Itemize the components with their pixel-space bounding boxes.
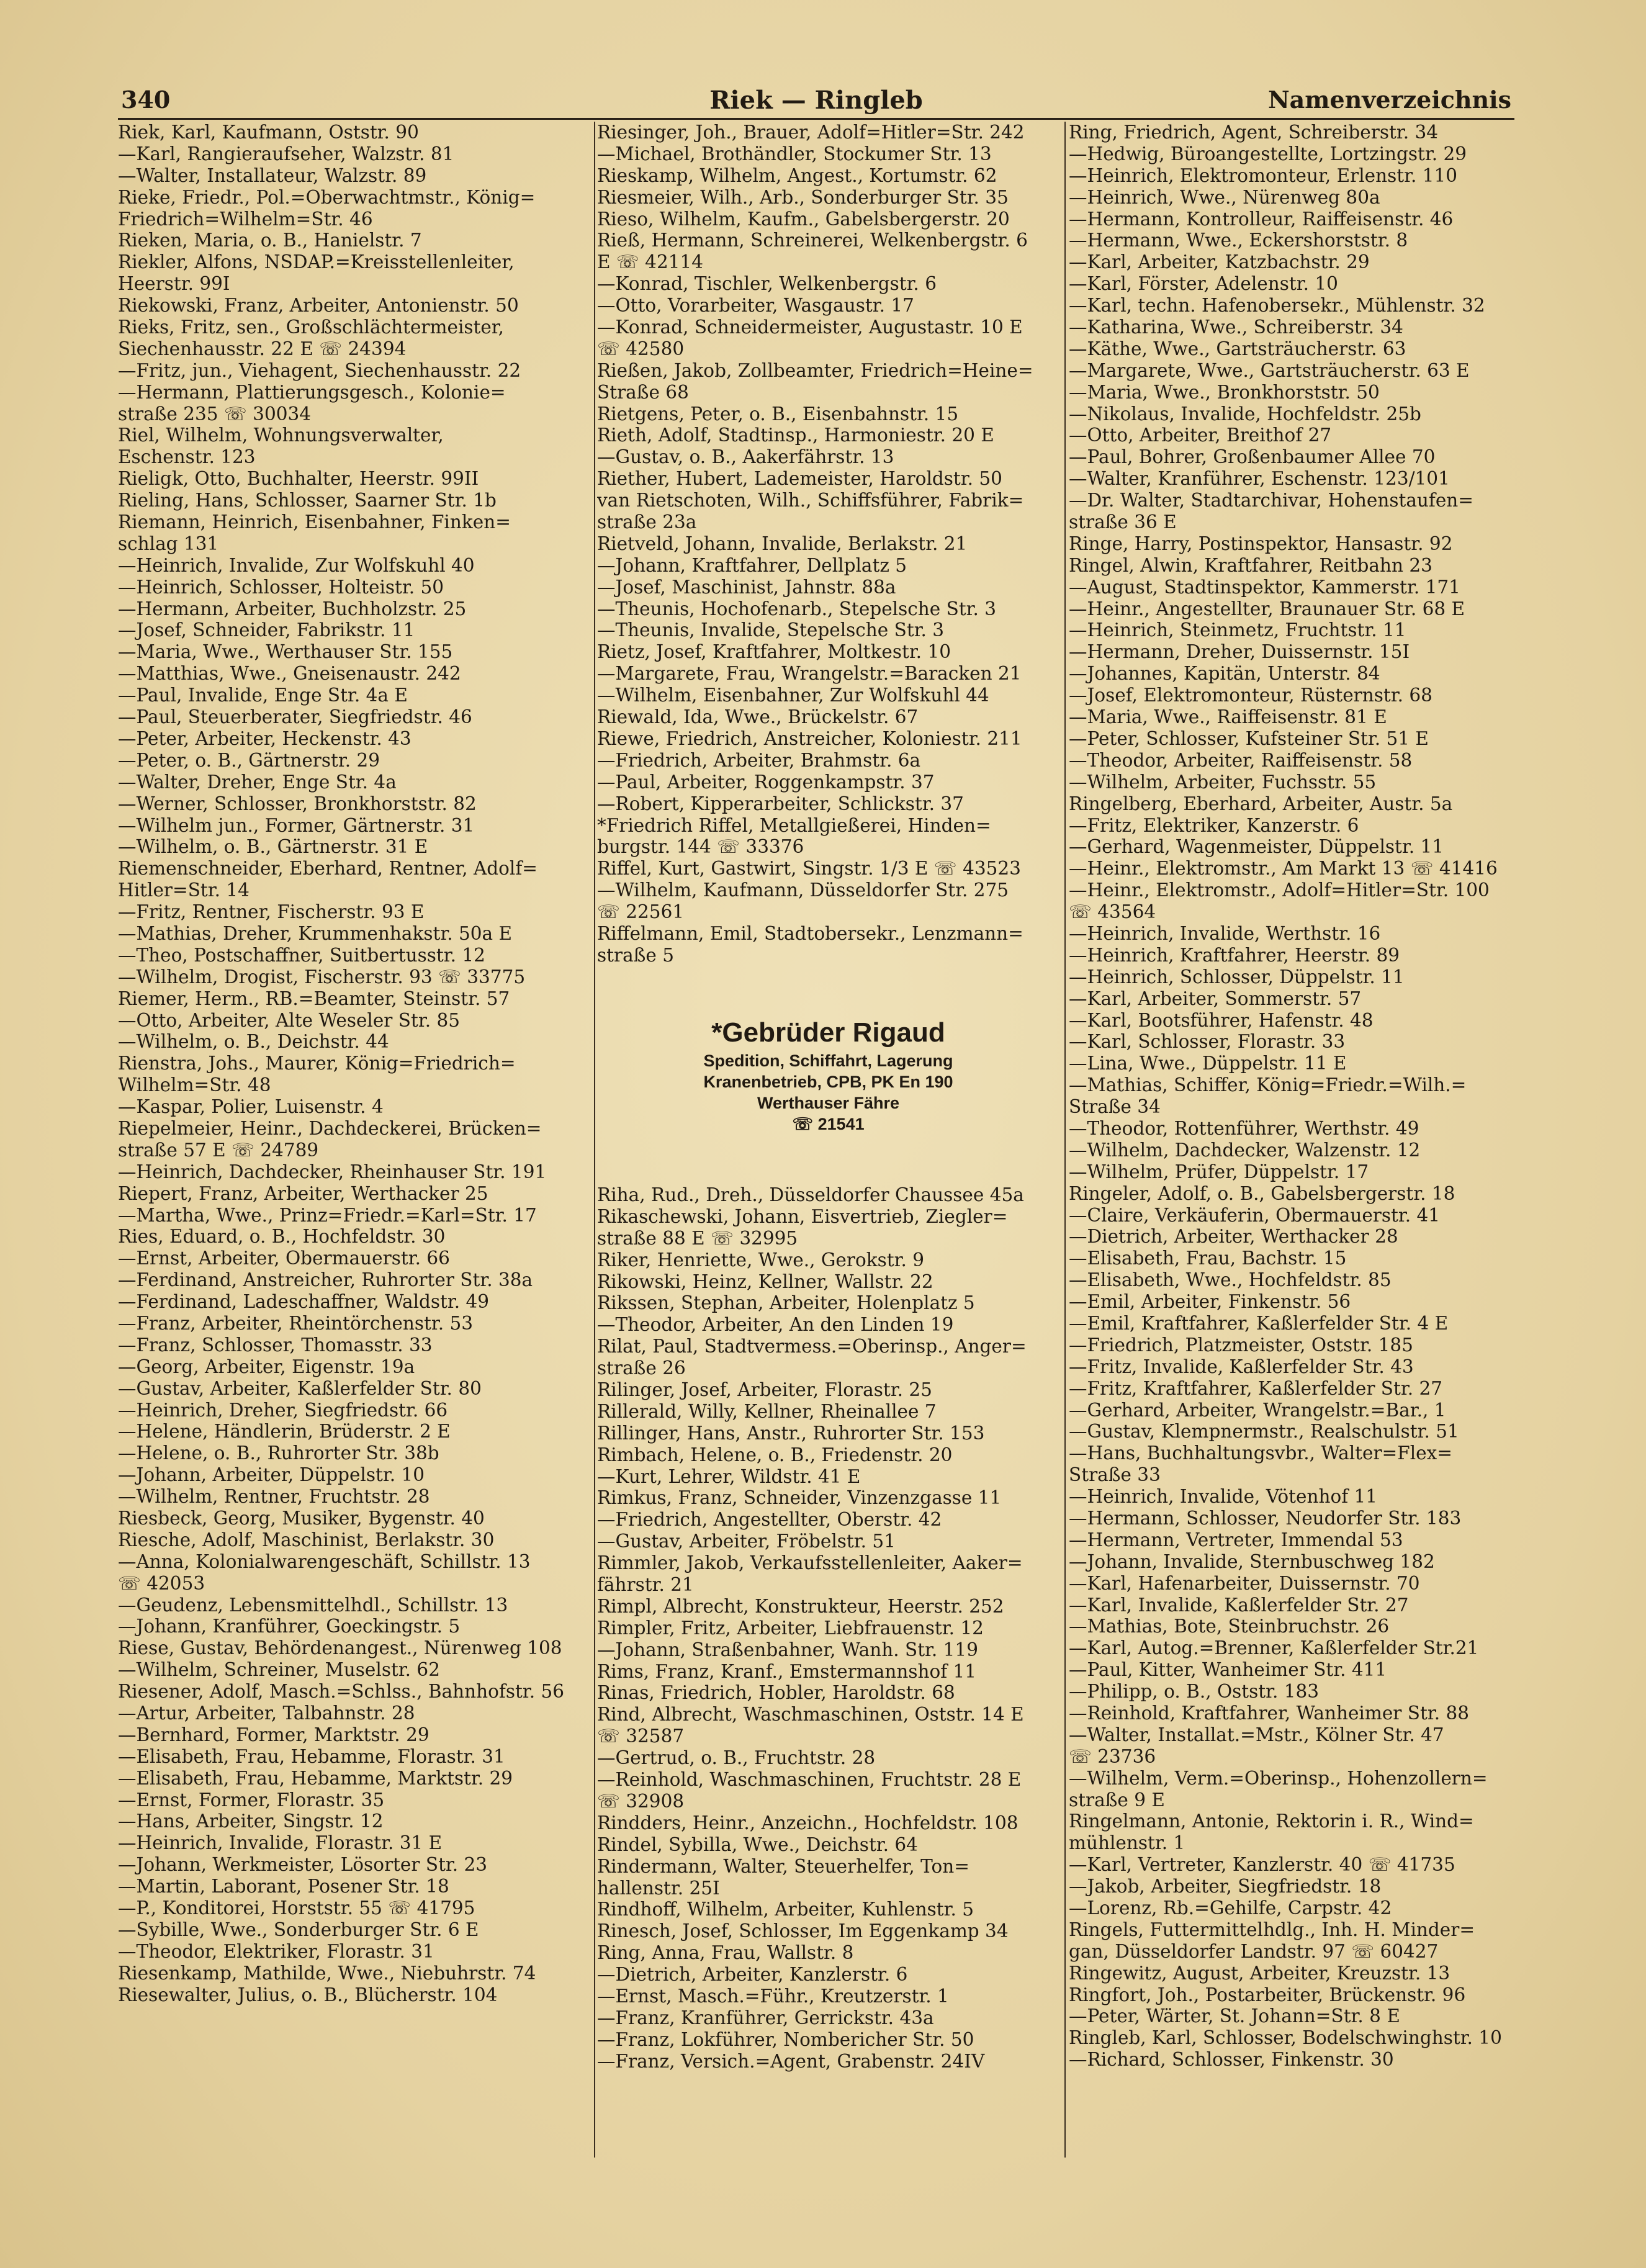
directory-entry: Rietveld, Johann, Invalide, Berlakstr. 21	[597, 533, 968, 554]
directory-entry: —Karl, Vertreter, Kanzlerstr. 40 ☏ 41735	[1069, 1854, 1455, 1876]
directory-entry: Hitler=Str. 14	[118, 880, 250, 901]
directory-entry: —Katharina, Wwe., Schreiberstr. 34	[1069, 317, 1403, 338]
directory-entry: —Paul, Invalide, Enge Str. 4a E	[118, 685, 408, 706]
directory-entry: ☏ 32908	[597, 1790, 685, 1812]
directory-entry: Riesewalter, Julius, o. B., Blücherstr. 104	[118, 1984, 498, 2005]
directory-entry: —Margarete, Frau, Wrangelstr.=Baracken 21	[597, 663, 1022, 685]
directory-entry: —Fritz, Elektriker, Kanzerstr. 6	[1069, 814, 1359, 836]
directory-entry: —Walter, Installat.=Mstr., Kölner Str. 47	[1069, 1724, 1444, 1745]
directory-entry: —Anna, Kolonialwarengeschäft, Schillstr. 13	[118, 1550, 531, 1572]
directory-entry: —Wilhelm, Kaufmann, Düsseldorfer Str. 275	[597, 880, 1009, 901]
directory-entry: —Bernhard, Former, Marktstr. 29	[118, 1724, 429, 1745]
directory-entry: —Paul, Kitter, Wanheimer Str. 411	[1069, 1659, 1387, 1681]
directory-entry: Ring, Friedrich, Agent, Schreiberstr. 34	[1069, 122, 1439, 143]
directory-entry: —Gustav, Klempnermstr., Realschulstr. 51	[1069, 1421, 1459, 1442]
directory-entry: ☏ 32587	[597, 1726, 685, 1747]
directory-entry: —Gustav, Arbeiter, Fröbelstr. 51	[597, 1531, 896, 1552]
directory-entry: Riewald, Ida, Wwe., Brückelstr. 67	[597, 706, 919, 728]
directory-entry: —Karl, Hafenarbeiter, Duissernstr. 70	[1069, 1572, 1420, 1594]
directory-entry: ☏ 42053	[118, 1572, 205, 1594]
directory-entry: —Paul, Bohrer, Großenbaumer Allee 70	[1069, 446, 1436, 468]
ad-line: Werthauser Fähre	[757, 1094, 900, 1112]
ad-line: Kranenbetrieb, CPB, PK En 190	[703, 1073, 953, 1091]
directory-entry: straße 9 E	[1069, 1789, 1165, 1811]
directory-entry: Riffel, Kurt, Gastwirt, Singstr. 1/3 E ☏ 43523	[597, 858, 1021, 880]
directory-entry: straße 23a	[597, 511, 697, 533]
directory-entry: Rikowski, Heinz, Kellner, Wallstr. 22	[597, 1271, 933, 1292]
directory-entry: —Ferdinand, Anstreicher, Ruhrorter Str. 38a	[118, 1269, 533, 1291]
directory-entry: —Gerhard, Wagenmeister, Düppelstr. 11	[1069, 836, 1444, 858]
directory-entry: —Franz, Versich.=Agent, Grabenstr. 24IV	[597, 2050, 985, 2072]
directory-entry: Rieks, Fritz, sen., Großschlächtermeister,	[118, 317, 505, 338]
directory-entry: —Dietrich, Arbeiter, Kanzlerstr. 6	[597, 1964, 908, 1986]
directory-entry: —Johann, Arbeiter, Düppelstr. 10	[118, 1464, 425, 1486]
directory-entry: —Theunis, Hochofenarb., Stepelsche Str. 3	[597, 598, 997, 619]
directory-entry: Rießen, Jakob, Zollbeamter, Friedrich=Heine=	[597, 359, 1033, 381]
directory-entry: —Elisabeth, Frau, Hebamme, Florastr. 31	[118, 1745, 505, 1767]
directory-entry: straße 235 ☏ 30034	[118, 403, 312, 425]
page-header	[121, 86, 1511, 118]
directory-entry: Rimpler, Fritz, Arbeiter, Liebfrauenstr. 12	[597, 1617, 984, 1639]
directory-entry: —Theodor, Elektriker, Florastr. 31	[118, 1940, 434, 1962]
directory-entry: —Hermann, Dreher, Duissernstr. 15I	[1069, 641, 1410, 663]
page-title: Riek — Ringleb	[709, 86, 923, 115]
directory-entry: Rillerald, Willy, Kellner, Rheinallee 7	[597, 1400, 937, 1422]
directory-entry: ☏ 43564	[1069, 901, 1156, 923]
directory-entry: —Heinr., Angestellter, Braunauer Str. 68 E	[1069, 598, 1465, 619]
directory-entry: —Hermann, Vertreter, Immendal 53	[1069, 1529, 1403, 1550]
directory-entry: —August, Stadtinspektor, Kammerstr. 171	[1069, 576, 1460, 598]
directory-entry: Rieso, Wilhelm, Kaufm., Gabelsbergerstr. 20	[597, 208, 1010, 230]
directory-entry: —Peter, Wärter, St. Johann=Str. 8 E	[1069, 2005, 1400, 2027]
directory-entry: —Heinr., Elektromstr., Adolf=Hitler=Str. 100	[1069, 880, 1490, 901]
directory-entry: Rinas, Friedrich, Hobler, Haroldstr. 68	[597, 1682, 955, 1704]
directory-entry: —Jakob, Arbeiter, Siegfriedstr. 18	[1069, 1876, 1382, 1897]
directory-entry: Rind, Albrecht, Waschmaschinen, Oststr. 14 E	[597, 1704, 1024, 1726]
directory-entry: —Richard, Schlosser, Finkenstr. 30	[1069, 2049, 1394, 2071]
directory-entry: Riesinger, Joh., Brauer, Adolf=Hitler=Str. 242	[597, 122, 1025, 143]
directory-entry: van Rietschoten, Wilh., Schiffsführer, Fabrik=	[597, 490, 1024, 511]
directory-entry: Riha, Rud., Dreh., Düsseldorfer Chaussee 45a	[597, 1184, 1024, 1205]
directory-entry: —Johann, Kraftfahrer, Dellplatz 5	[597, 554, 907, 576]
ad-phone: ☏ 21541	[792, 1115, 865, 1133]
directory-entry: Rinesch, Josef, Schlosser, Im Eggenkamp 34	[597, 1920, 1009, 1942]
column-2-top	[597, 122, 1059, 966]
directory-entry: straße 57 E ☏ 24789	[118, 1139, 319, 1161]
directory-entry: —Friedrich, Arbeiter, Brahmstr. 6a	[597, 749, 921, 771]
directory-entry: Rieß, Hermann, Schreinerei, Welkenbergstr. 6	[597, 230, 1028, 251]
directory-entry: —Lina, Wwe., Düppelstr. 11 E	[1069, 1053, 1347, 1074]
directory-entry: —Josef, Maschinist, Jahnstr. 88a	[597, 576, 896, 598]
directory-entry: Riesener, Adolf, Masch.=Schlss., Bahnhofstr. 56	[118, 1681, 564, 1703]
directory-entry: —Theunis, Invalide, Stepelsche Str. 3	[597, 619, 945, 641]
directory-entry: —Friedrich, Angestellter, Oberstr. 42	[597, 1509, 942, 1531]
directory-entry: —Mathias, Bote, Steinbruchstr. 26	[1069, 1616, 1390, 1637]
directory-entry: —Ferdinand, Ladeschaffner, Waldstr. 49	[118, 1291, 490, 1313]
directory-entry: —Emil, Kraftfahrer, Kaßlerfelder Str. 4 E	[1069, 1312, 1449, 1334]
directory-entry: —Johannes, Kapitän, Unterstr. 84	[1069, 663, 1380, 685]
directory-entry: —Karl, Arbeiter, Katzbachstr. 29	[1069, 251, 1370, 273]
directory-entry: —Heinr., Elektromstr., Am Markt 13 ☏ 41416	[1069, 858, 1498, 880]
directory-entry: —Fritz, Invalide, Kaßlerfelder Str. 43	[1069, 1356, 1414, 1377]
directory-entry: —Fritz, jun., Viehagent, Siechenhausstr. 22	[118, 359, 521, 381]
directory-entry: —Walter, Dreher, Enge Str. 4a	[118, 771, 397, 793]
directory-entry: Friedrich=Wilhelm=Str. 46	[118, 208, 373, 230]
directory-entry: Ringelberg, Eberhard, Arbeiter, Austr. 5a	[1069, 793, 1453, 814]
directory-entry: —Martin, Laborant, Posener Str. 18	[118, 1876, 449, 1897]
directory-entry: —Nikolaus, Invalide, Hochfeldstr. 25b	[1069, 403, 1421, 425]
directory-entry: —Heinrich, Kraftfahrer, Heerstr. 89	[1069, 944, 1400, 966]
directory-entry: —Hans, Arbeiter, Singstr. 12	[118, 1811, 384, 1832]
directory-entry: —Fritz, Rentner, Fischerstr. 93 E	[118, 901, 425, 923]
directory-entry: —Wilhelm, Prüfer, Düppelstr. 17	[1069, 1161, 1369, 1182]
directory-entry: straße 26	[597, 1357, 686, 1379]
directory-entry: Riffelmann, Emil, Stadtobersekr., Lenzmann=	[597, 922, 1023, 944]
directory-entry: —Otto, Vorarbeiter, Wasgaustr. 17	[597, 295, 914, 317]
directory-entry: —Lorenz, Rb.=Gehilfe, Carpstr. 42	[1069, 1897, 1392, 1919]
directory-entry: Rikaschewski, Johann, Eisvertrieb, Ziegler=	[597, 1205, 1008, 1227]
directory-entry: mühlenstr. 1	[1069, 1832, 1185, 1854]
directory-entry: —Fritz, Kraftfahrer, Kaßlerfelder Str. 27	[1069, 1377, 1443, 1399]
directory-entry: —Artur, Arbeiter, Talbahnstr. 28	[118, 1703, 415, 1724]
column-2-bottom	[597, 1184, 1059, 2072]
directory-entry: —Wilhelm, o. B., Gärtnerstr. 31 E	[118, 836, 428, 858]
directory-entry: —Philipp, o. B., Oststr. 183	[1069, 1681, 1320, 1703]
directory-entry: —Johann, Werkmeister, Lösorter Str. 23	[118, 1854, 488, 1876]
directory-entry: —Wilhelm, Arbeiter, Fuchsstr. 55	[1069, 771, 1377, 793]
directory-entry: —Josef, Elektromonteur, Rüsternstr. 68	[1069, 685, 1432, 706]
directory-entry: —Maria, Wwe., Bronkhorststr. 50	[1069, 381, 1380, 403]
directory-entry: Rilinger, Josef, Arbeiter, Florastr. 25	[597, 1379, 932, 1401]
directory-entry: —Heinrich, Invalide, Vötenhof 11	[1069, 1486, 1378, 1508]
directory-entry: —Michael, Brothändler, Stockumer Str. 13	[597, 143, 992, 164]
directory-entry: —Helene, o. B., Ruhrorter Str. 38b	[118, 1442, 439, 1464]
directory-entry: —Wilhelm, Dachdecker, Walzenstr. 12	[1069, 1139, 1421, 1161]
directory-entry: Ringeler, Adolf, o. B., Gabelsbergerstr. 18	[1069, 1182, 1455, 1204]
directory-entry: Riel, Wilhelm, Wohnungsverwalter,	[118, 425, 444, 446]
directory-entry: —Karl, Autog.=Brenner, Kaßlerfelder Str.21	[1069, 1637, 1479, 1659]
directory-entry: —Karl, techn. Hafenobersekr., Mühlenstr. 32	[1069, 295, 1485, 317]
directory-entry: —Johann, Invalide, Sternbuschweg 182	[1069, 1550, 1435, 1572]
directory-entry: —Theodor, Arbeiter, Raiffeisenstr. 58	[1069, 749, 1413, 771]
directory-entry: —Wilhelm, Eisenbahner, Zur Wolfskuhl 44	[597, 685, 989, 706]
directory-entry: —Karl, Invalide, Kaßlerfelder Str. 27	[1069, 1594, 1409, 1616]
directory-entry: —P., Konditorei, Horststr. 55 ☏ 41795	[118, 1897, 475, 1919]
directory-entry: —Reinhold, Kraftfahrer, Wanheimer Str. 88	[1069, 1703, 1469, 1724]
column-1	[118, 122, 596, 2005]
directory-entry: Rietgens, Peter, o. B., Eisenbahnstr. 15	[597, 403, 959, 425]
directory-entry: —Wilhelm, o. B., Deichstr. 44	[118, 1031, 389, 1053]
directory-entry: fährstr. 21	[597, 1574, 694, 1596]
directory-entry: —Peter, o. B., Gärtnerstr. 29	[118, 749, 380, 771]
directory-entry: —Kurt, Lehrer, Wildstr. 41 E	[597, 1465, 861, 1487]
directory-entry: —Paul, Steuerberater, Siegfriedstr. 46	[118, 706, 472, 728]
directory-entry: Ringels, Futtermittelhdlg., Inh. H. Minder=	[1069, 1919, 1475, 1940]
directory-entry: —Matthias, Wwe., Gneisenaustr. 242	[118, 663, 461, 685]
directory-entry: —Peter, Arbeiter, Heckenstr. 43	[118, 727, 412, 749]
directory-entry: straße 88 E ☏ 32995	[597, 1227, 798, 1249]
directory-entry: —Martha, Wwe., Prinz=Friedr.=Karl=Str. 17	[118, 1204, 537, 1226]
directory-entry: —Theodor, Rottenführer, Werthstr. 49	[1069, 1117, 1419, 1139]
directory-entry: Riekowski, Franz, Arbeiter, Antonienstr. 50	[118, 295, 519, 317]
directory-entry: —Paul, Arbeiter, Roggenkampstr. 37	[597, 771, 935, 793]
directory-entry: Eschenstr. 123	[118, 446, 256, 468]
directory-entry: —Dr. Walter, Stadtarchivar, Hohenstaufen=	[1069, 490, 1473, 511]
directory-entry: —Friedrich, Platzmeister, Oststr. 185	[1069, 1334, 1413, 1356]
directory-entry: —Maria, Wwe., Raiffeisenstr. 81 E	[1069, 706, 1387, 728]
directory-entry: Riesmeier, Wilh., Arb., Sonderburger Str. 35	[597, 186, 1009, 208]
directory-entry: —Maria, Wwe., Werthauser Str. 155	[118, 641, 453, 663]
directory-entry: ☏ 22561	[597, 901, 685, 923]
directory-entry: —Mathias, Schiffer, König=Friedr.=Wilh.=	[1069, 1074, 1467, 1096]
directory-entry: Rindel, Sybilla, Wwe., Deichstr. 64	[597, 1834, 918, 1855]
directory-entry: Rimbach, Helene, o. B., Friedenstr. 20	[597, 1444, 953, 1465]
directory-entry: —Walter, Installateur, Walzstr. 89	[118, 164, 427, 186]
directory-entry: Rieligk, Otto, Buchhalter, Heerstr. 99II	[118, 468, 479, 490]
directory-entry: ☏ 42580	[597, 338, 685, 359]
directory-entry: —Ernst, Arbeiter, Obermauerstr. 66	[118, 1248, 450, 1269]
page-number: 340	[121, 86, 171, 114]
directory-entry: —Elisabeth, Frau, Hebamme, Marktstr. 29	[118, 1767, 513, 1789]
directory-entry: —Hermann, Kontrolleur, Raiffeisenstr. 46	[1069, 208, 1454, 230]
directory-entry: —Josef, Schneider, Fabrikstr. 11	[118, 619, 415, 641]
directory-entry: Rindermann, Walter, Steuerhelfer, Ton=	[597, 1855, 969, 1877]
directory-entry: Rieth, Adolf, Stadtinsp., Harmoniestr. 20 E	[597, 425, 994, 446]
directory-entry: Riker, Henriette, Wwe., Gerokstr. 9	[597, 1249, 924, 1271]
directory-entry: —Robert, Kipperarbeiter, Schlickstr. 37	[597, 793, 964, 814]
directory-entry: Rimkus, Franz, Schneider, Vinzenzgasse 11	[597, 1487, 1002, 1509]
directory-entry: —Walter, Kranführer, Eschenstr. 123/101	[1069, 468, 1450, 490]
directory-entry: —Johann, Kranführer, Goeckingstr. 5	[118, 1616, 461, 1637]
directory-entry: —Wilhelm, Rentner, Fruchtstr. 28	[118, 1486, 430, 1508]
directory-entry: Straße 68	[597, 381, 689, 403]
directory-entry: —Heinrich, Schlosser, Holteistr. 50	[118, 576, 444, 598]
directory-entry: Rilat, Paul, Stadtvermess.=Oberinsp., Anger=	[597, 1336, 1027, 1357]
directory-entry: ☏ 23736	[1069, 1745, 1156, 1767]
column-divider	[1064, 122, 1066, 2158]
directory-entry: —Wilhelm jun., Former, Gärtnerstr. 31	[118, 814, 475, 836]
directory-entry: Ries, Eduard, o. B., Hochfeldstr. 30	[118, 1226, 446, 1248]
directory-entry: Straße 34	[1069, 1096, 1161, 1118]
directory-entry: —Hermann, Schlosser, Neudorfer Str. 183	[1069, 1508, 1462, 1529]
directory-entry: —Käthe, Wwe., Gartsträucherstr. 63	[1069, 338, 1406, 359]
directory-entry: —Heinrich, Invalide, Werthstr. 16	[1069, 922, 1381, 944]
section-title: Namenverzeichnis	[1267, 86, 1511, 114]
directory-entry: —Georg, Arbeiter, Eigenstr. 19a	[118, 1356, 415, 1377]
directory-entry: —Mathias, Dreher, Krummenhakstr. 50a E	[118, 922, 512, 944]
directory-entry: Rieling, Hans, Schlosser, Saarner Str. 1b	[118, 490, 497, 511]
directory-entry: —Gustav, Arbeiter, Kaßlerfelder Str. 80	[118, 1377, 482, 1399]
directory-entry: —Gerhard, Arbeiter, Wrangelstr.=Bar., 1	[1069, 1399, 1446, 1421]
directory-entry: Rieke, Friedr., Pol.=Oberwachtmstr., König=	[118, 186, 536, 208]
directory-entry: E ☏ 42114	[597, 251, 704, 273]
directory-entry: —Elisabeth, Frau, Bachstr. 15	[1069, 1248, 1347, 1269]
directory-entry: Rieken, Maria, o. B., Hanielstr. 7	[118, 230, 422, 251]
directory-entry: Ringelmann, Antonie, Rektorin i. R., Wind=	[1069, 1811, 1474, 1832]
directory-entry: Riesenkamp, Mathilde, Wwe., Niebuhrstr. 74	[118, 1962, 536, 1984]
directory-entry: —Heinrich, Elektromonteur, Erlenstr. 110	[1069, 164, 1458, 186]
directory-entry: —Theo, Postschaffner, Suitbertusstr. 12	[118, 944, 485, 966]
directory-entry: Riepert, Franz, Arbeiter, Werthacker 25	[118, 1182, 488, 1204]
directory-entry: Ring, Anna, Frau, Wallstr. 8	[597, 1942, 854, 1964]
advertiser-name: *Gebrüder Rigaud	[711, 1017, 945, 1048]
directory-entry: Riese, Gustav, Behördenangest., Nürenweg 108	[118, 1637, 562, 1659]
directory-entry: —Franz, Schlosser, Thomasstr. 33	[118, 1334, 433, 1356]
directory-entry: —Hans, Buchhaltungsvbr., Walter=Flex=	[1069, 1442, 1452, 1464]
directory-entry: —Heinrich, Invalide, Florastr. 31 E	[118, 1832, 443, 1854]
directory-entry: burgstr. 144 ☏ 33376	[597, 836, 804, 858]
directory-entry: Rindders, Heinr., Anzeichn., Hochfeldstr. 108	[597, 1812, 1019, 1834]
directory-entry: —Otto, Arbeiter, Breithof 27	[1069, 425, 1332, 446]
directory-entry: schlag 131	[118, 533, 219, 554]
column-3	[1069, 122, 1522, 2071]
directory-entry: —Konrad, Schneidermeister, Augustastr. 10 E	[597, 317, 1023, 338]
directory-entry: —Konrad, Tischler, Welkenbergstr. 6	[597, 273, 937, 295]
directory-entry: Riepelmeier, Heinr., Dachdeckerei, Brücken=	[118, 1117, 542, 1139]
directory-entry: Riether, Hubert, Lademeister, Haroldstr. 50	[597, 468, 1002, 490]
directory-entry: Ringleb, Karl, Schlosser, Bodelschwinghstr. 10	[1069, 2027, 1502, 2049]
directory-entry: —Hermann, Arbeiter, Buchholzstr. 25	[118, 598, 467, 619]
directory-entry: Riek, Karl, Kaufmann, Oststr. 90	[118, 122, 419, 143]
directory-entry: —Franz, Kranführer, Gerrickstr. 43a	[597, 2007, 934, 2028]
directory-entry: —Dietrich, Arbeiter, Werthacker 28	[1069, 1226, 1398, 1248]
directory-entry: —Heinrich, Dachdecker, Rheinhauser Str. 191	[118, 1161, 547, 1182]
directory-entry: Riewe, Friedrich, Anstreicher, Koloniestr. 211	[597, 727, 1022, 749]
directory-entry: Riesche, Adolf, Maschinist, Berlakstr. 30	[118, 1529, 495, 1550]
directory-entry: Riemer, Herm., RB.=Beamter, Steinstr. 57	[118, 988, 510, 1009]
directory-entry: Wilhelm=Str. 48	[118, 1074, 271, 1096]
directory-entry: —Ernst, Former, Florastr. 35	[118, 1789, 385, 1811]
directory-entry: Rietz, Josef, Kraftfahrer, Moltkestr. 10	[597, 641, 951, 663]
directory-entry: —Heinrich, Dreher, Siegfriedstr. 66	[118, 1399, 448, 1421]
advertisement-box	[597, 1015, 1059, 1164]
directory-entry: Rimpl, Albrecht, Konstrukteur, Heerstr. 252	[597, 1595, 1004, 1617]
directory-entry: Rimmler, Jakob, Verkaufsstellenleiter, Aaker=	[597, 1552, 1023, 1574]
header-rule	[118, 118, 1514, 120]
directory-entry: —Elisabeth, Wwe., Hochfeldstr. 85	[1069, 1269, 1392, 1291]
directory-entry: Ringe, Harry, Postinspektor, Hansastr. 92	[1069, 533, 1453, 554]
directory-entry: Rindhoff, Wilhelm, Arbeiter, Kuhlenstr. 5	[597, 1899, 974, 1920]
directory-entry: —Heinrich, Schlosser, Düppelstr. 11	[1069, 966, 1405, 988]
directory-entry: Ringewitz, August, Arbeiter, Kreuzstr. 13	[1069, 1962, 1450, 1984]
directory-entry: Riemann, Heinrich, Eisenbahner, Finken=	[118, 511, 511, 533]
directory-entry: Rillinger, Hans, Anstr., Ruhrorter Str. 153	[597, 1422, 985, 1444]
directory-entry: —Helene, Händlerin, Brüderstr. 2 E	[118, 1421, 451, 1442]
directory-entry: —Franz, Arbeiter, Rheintörchenstr. 53	[118, 1312, 474, 1334]
directory-entry: —Peter, Schlosser, Kufsteiner Str. 51 E	[1069, 727, 1429, 749]
directory-entry: Rienstra, Johs., Maurer, König=Friedrich=	[118, 1053, 516, 1074]
directory-entry: Rims, Franz, Kranf., Emstermannshof 11	[597, 1660, 977, 1682]
directory-entry: —Heinrich, Invalide, Zur Wolfskuhl 40	[118, 554, 475, 576]
directory-entry: Riemenschneider, Eberhard, Rentner, Adolf=	[118, 858, 537, 880]
directory-entry: —Ernst, Masch.=Führ., Kreutzerstr. 1	[597, 1985, 949, 2007]
directory-entry: —Karl, Rangieraufseher, Walzstr. 81	[118, 143, 454, 164]
directory-entry: —Kaspar, Polier, Luisenstr. 4	[118, 1096, 384, 1118]
directory-entry: Siechenhausstr. 22 E ☏ 24394	[118, 338, 407, 359]
directory-entry: —Wilhelm, Verm.=Oberinsp., Hohenzollern=	[1069, 1767, 1488, 1789]
directory-entry: —Geudenz, Lebensmittelhdl., Schillstr. 13	[118, 1594, 508, 1616]
directory-entry: Ringel, Alwin, Kraftfahrer, Reitbahn 23	[1069, 554, 1432, 576]
directory-entry: —Karl, Bootsführer, Hafenstr. 48	[1069, 1009, 1374, 1031]
directory-entry: —Wilhelm, Drogist, Fischerstr. 93 ☏ 33775	[118, 966, 526, 988]
directory-entry: —Werner, Schlosser, Bronkhorststr. 82	[118, 793, 477, 814]
directory-entry: gan, Düsseldorfer Landstr. 97 ☏ 60427	[1069, 1940, 1439, 1962]
directory-entry: straße 5	[597, 944, 674, 966]
directory-entry: —Wilhelm, Schreiner, Muselstr. 62	[118, 1659, 440, 1681]
directory-entry: —Gustav, o. B., Aakerfährstr. 13	[597, 446, 894, 468]
directory-entry: Rieskamp, Wilhelm, Angest., Kortumstr. 62	[597, 164, 997, 186]
directory-entry: Straße 33	[1069, 1464, 1161, 1486]
directory-entry: —Franz, Lokführer, Nombericher Str. 50	[597, 2028, 974, 2050]
directory-entry: —Hermann, Plattierungsgesch., Kolonie=	[118, 381, 506, 403]
directory-entry: Heerstr. 99I	[118, 273, 230, 295]
directory-entry: straße 36 E	[1069, 511, 1177, 533]
directory-entry: —Theodor, Arbeiter, An den Linden 19	[597, 1314, 954, 1336]
directory-entry: —Heinrich, Steinmetz, Fruchtstr. 11	[1069, 619, 1406, 641]
directory-entry: —Margarete, Wwe., Gartsträucherstr. 63 E	[1069, 359, 1470, 381]
directory-entry: *Friedrich Riffel, Metallgießerei, Hinden=	[597, 814, 991, 836]
directory-entry: Rikssen, Stephan, Arbeiter, Holenplatz 5	[597, 1292, 975, 1314]
directory-entry: —Gertrud, o. B., Fruchtstr. 28	[597, 1747, 876, 1769]
directory-entry: —Otto, Arbeiter, Alte Weseler Str. 85	[118, 1009, 461, 1031]
directory-entry: Riesbeck, Georg, Musiker, Bygenstr. 40	[118, 1508, 485, 1529]
directory-entry: —Hedwig, Büroangestellte, Lortzingstr. 29	[1069, 143, 1467, 164]
directory-entry: —Karl, Förster, Adelenstr. 10	[1069, 273, 1338, 295]
directory-entry: —Reinhold, Waschmaschinen, Fruchtstr. 28 E	[597, 1769, 1022, 1791]
directory-entry: —Karl, Arbeiter, Sommerstr. 57	[1069, 988, 1362, 1009]
directory-entry: —Karl, Schlosser, Florastr. 33	[1069, 1031, 1346, 1053]
directory-entry: —Johann, Straßenbahner, Wanh. Str. 119	[597, 1639, 978, 1660]
directory-entry: —Emil, Arbeiter, Finkenstr. 56	[1069, 1291, 1351, 1313]
directory-entry: —Heinrich, Wwe., Nürenweg 80a	[1069, 186, 1380, 208]
directory-entry: —Claire, Verkäuferin, Obermauerstr. 41	[1069, 1204, 1441, 1226]
directory-entry: —Sybille, Wwe., Sonderburger Str. 6 E	[118, 1919, 479, 1940]
directory-entry: Riekler, Alfons, NSDAP.=Kreisstellenleiter,	[118, 251, 515, 273]
directory-entry: Ringfort, Joh., Postarbeiter, Brückenstr. 96	[1069, 1984, 1466, 2005]
directory-entry: —Hermann, Wwe., Eckershorststr. 8	[1069, 230, 1408, 251]
ad-line: Spedition, Schiffahrt, Lagerung	[703, 1051, 953, 1070]
directory-entry: hallenstr. 25I	[597, 1877, 720, 1899]
